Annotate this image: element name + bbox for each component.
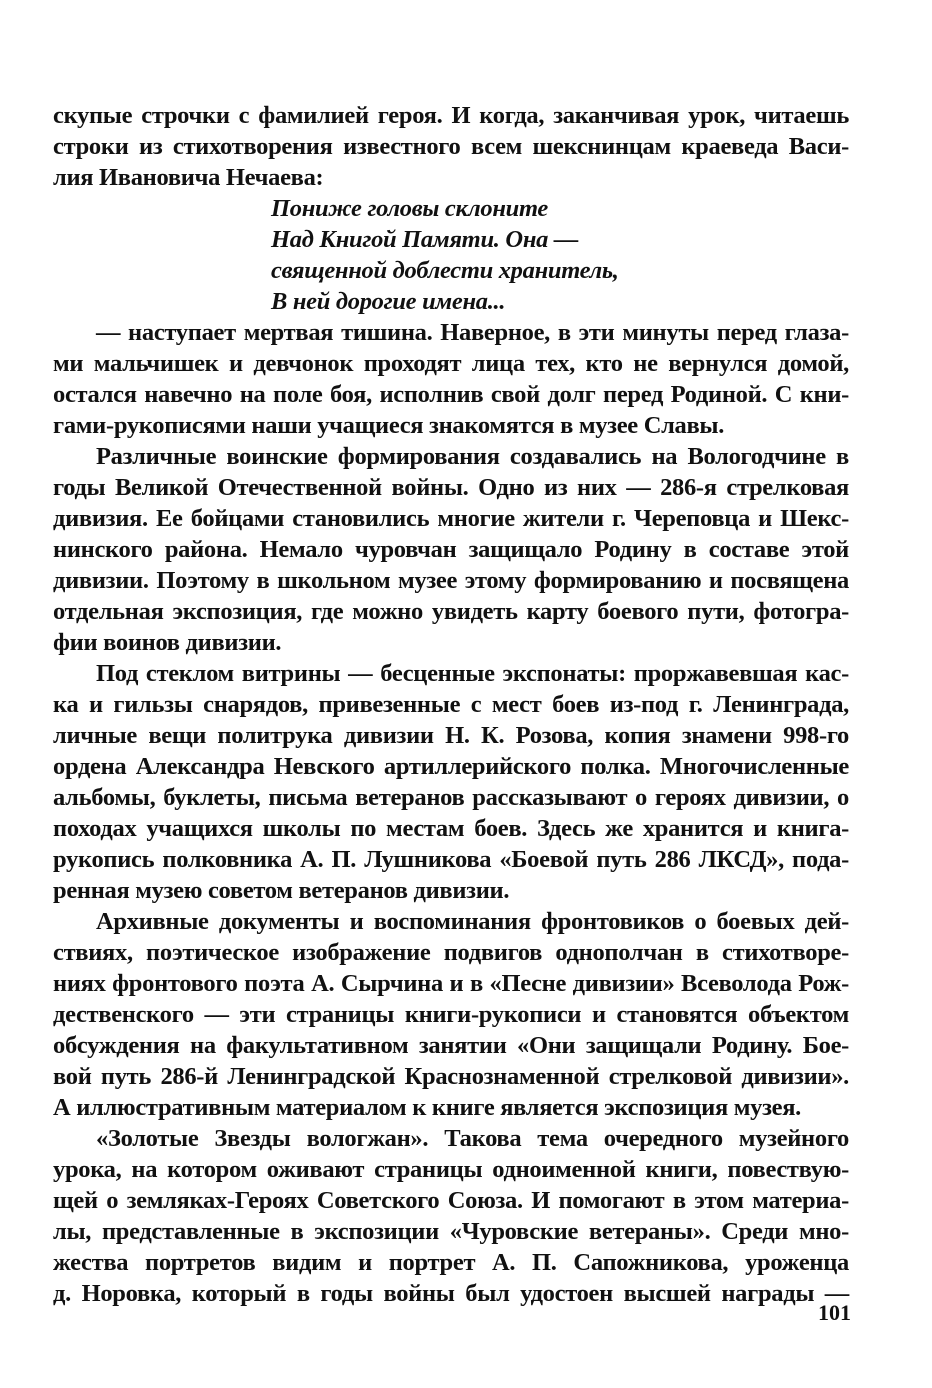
text-line: «Золотые Звезды вологжан». Такова тема очередного музейного: [96, 1125, 849, 1152]
text-line: рукопись полковника А. П. Лушникова «Боевой путь 286 ЛКСД», пода-: [53, 846, 849, 873]
poem-line: Над Книгой Памяти. Она —: [271, 226, 579, 253]
paragraph: [53, 906, 849, 1123]
text-line: дивизии. Поэтому в школьном музее этому формированию и посвящена: [53, 567, 849, 594]
text-line: дественского — эти страницы книги-рукописи и становятся объектом: [53, 1001, 849, 1028]
text-line: альбомы, буклеты, письма ветеранов рассказывают о героях дивизии, о: [53, 784, 849, 811]
paragraph: [53, 100, 849, 193]
paragraph: [53, 317, 849, 441]
text-line: гами-рукописями наши учащиеся знакомятся в музее Славы.: [53, 412, 725, 439]
text-line: остался навечно на поле боя, исполнив свой долг перед Родиной. С кни-: [53, 381, 849, 408]
poem-line: священной доблести хранитель,: [271, 257, 619, 284]
text-line: Под стеклом витрины — бесценные экспонаты: проржавевшая кас-: [96, 660, 849, 687]
text-line: д. Норовка, который в годы войны был удостоен высшей награды —: [53, 1280, 849, 1307]
text-line: обсуждения на факультативном занятии «Они защищали Родину. Бое-: [53, 1032, 849, 1059]
text-line: ордена Александра Невского артиллерийского полка. Многочисленные: [53, 753, 849, 780]
text-line: нинского района. Немало чуровчан защищало Родину в составе этой: [53, 536, 849, 563]
text-line: вой путь 286-й Ленинградской Краснознаменной стрелковой дивизии».: [53, 1063, 849, 1090]
text-line: отдельная экспозиция, где можно увидеть карту боевого пути, фотогра-: [53, 598, 849, 625]
text-line: Архивные документы и воспоминания фронтовиков о боевых дей-: [96, 908, 849, 935]
text-line: фии воинов дивизии.: [53, 629, 282, 656]
paragraph: [53, 658, 849, 906]
text-line: лия Ивановича Нечаева:: [53, 164, 324, 191]
text-line: урока, на котором оживают страницы одноименной книги, повествую-: [53, 1156, 849, 1183]
page-number: 101: [818, 1300, 851, 1325]
poem-line: В ней дорогие имена...: [271, 288, 506, 315]
text-line: — наступает мертвая тишина. Наверное, в эти минуты перед глаза-: [96, 319, 849, 346]
text-line: Различные воинские формирования создавались на Вологодчине в: [96, 443, 849, 470]
text-line: строки из стихотворения известного всем шекснинцам краеведа Васи-: [53, 133, 849, 160]
text-line: личные вещи политрука дивизии Н. К. Розова, копия знамени 998-го: [53, 722, 849, 749]
text-line: ренная музею советом ветеранов дивизии.: [53, 877, 510, 904]
text-line: годы Великой Отечественной войны. Одно из них — 286-я стрелковая: [53, 474, 849, 501]
page-body: [53, 100, 849, 1309]
text-line: походах учащихся школы по местам боев. Здесь же хранится и книга-: [53, 815, 849, 842]
text-line: лы, представленные в экспозиции «Чуровские ветераны». Среди мно-: [53, 1218, 849, 1245]
paragraph: [53, 1123, 849, 1309]
text-line: А иллюстративным материалом к книге является экспозиция музея.: [53, 1094, 801, 1121]
text-line: ка и гильзы снарядов, привезенные с мест боев из-под г. Ленинграда,: [53, 691, 849, 718]
poem-line: Пониже головы склоните: [271, 195, 548, 222]
text-line: ми мальчишек и девчонок проходят лица тех, кто не вернулся домой,: [53, 350, 849, 377]
paragraph: [53, 441, 849, 658]
text-line: щей о земляках-Героях Советского Союза. И помогают в этом материа-: [53, 1187, 849, 1214]
poem-quote: [53, 193, 849, 317]
text-line: ниях фронтового поэта А. Сырчина и в «Песне дивизии» Всеволода Рож-: [53, 970, 849, 997]
text-line: скупые строчки с фамилией героя. И когда, заканчивая урок, читаешь: [53, 102, 849, 129]
text-line: жества портретов видим и портрет А. П. Сапожникова, уроженца: [53, 1249, 849, 1276]
text-line: дивизия. Ее бойцами становились многие жители г. Череповца и Шекс-: [53, 505, 849, 532]
text-line: ствиях, поэтическое изображение подвигов однополчан в стихотворе-: [53, 939, 849, 966]
